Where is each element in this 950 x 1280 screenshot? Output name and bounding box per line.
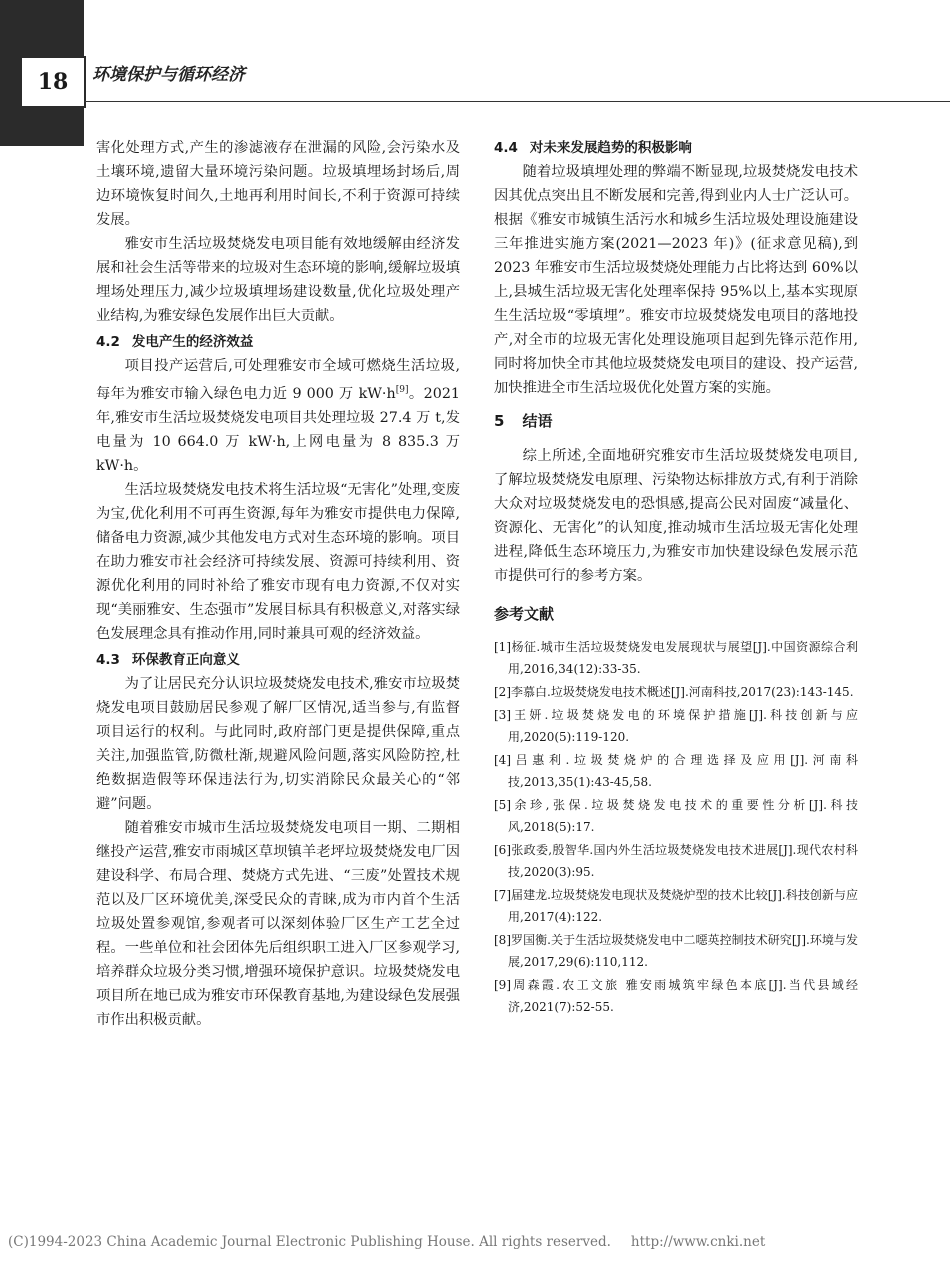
section-number: 5 xyxy=(494,412,505,430)
section-number: 4.3 xyxy=(96,651,120,668)
reference-item: [9]周森霞.农工文旅 雅安雨城筑牢绿色本底[J].当代县域经济,2021(7):52-55. xyxy=(494,978,858,1014)
reference-item: [7]届建龙.垃圾焚烧发电现状及焚烧炉型的技术比较[J].科技创新与应用,2017(4):122. xyxy=(494,888,858,924)
section-title: 环保教育正向意义 xyxy=(131,651,240,668)
footer-url-link[interactable]: http://www.cnki.net xyxy=(630,1234,766,1250)
section-number: 4.4 xyxy=(494,140,518,156)
references-heading: 参考文献 xyxy=(494,605,555,623)
reference-item: [4]吕惠利.垃圾焚烧炉的合理选择及应用[J].河南科技,2013,35(1):43-45,58. xyxy=(494,753,858,789)
reference-item: [1]杨征.城市生活垃圾焚烧发电发展现状与展望[J].中国资源综合利用,2016,34(12):33-35. xyxy=(494,640,858,676)
paragraph: 生活垃圾焚烧发电技术将生活垃圾“无害化”处理,变废为宝,优化利用不可再生资源,每年为雅安市提供电力保障,储备电力资源,减少其他发电方式对生态环境的影响。项目在助力雅安市社会经济可持续发展、资源可持续利用、资源优化利用的同时补给了雅安市现有电力资源,不仅对实现“美丽雅安、生态强市”发展目标具有积极意义,对落实绿色发展理念具有推动作用,同时兼具可观的经济效益。 xyxy=(96,481,460,642)
section-title: 结语 xyxy=(522,412,553,430)
paragraph xyxy=(96,354,460,478)
section-title: 发电产生的经济效益 xyxy=(131,334,254,350)
section-heading-4-4 xyxy=(494,136,858,160)
paragraph: 综上所述,全面地研究雅安市生活垃圾焚烧发电项目,了解垃圾焚烧发电原理、污染物达标排放方式,有利于消除大众对垃圾焚烧发电的恐惧感,提高公民对固废“减量化、资源化、无害化”的认知度,推动城市生活垃圾无害化处理进程,降低生态环境压力,为雅安市加快建设绿色发展示范市提供可行的参考方案。 xyxy=(494,448,858,584)
paragraph: 随着垃圾填埋处理的弊端不断显现,垃圾焚烧发电技术因其优点突出且不断发展和完善,得到业内人士广泛认可。根据《雅安市城镇生活污水和城乡生活垃圾处理设施建设三年推进实施方案(2021—2023 年)》(征求意见稿),到 2023 年雅安市生活垃圾焚烧处理能力占比将达到 60%以上,县城生活垃圾无害化处理率保持 95%以上,基本实现原生生活垃圾“零填埋”。雅安市垃圾焚烧发电项目的落地投产,对全市的垃圾无害化处理设施项目起到先锋示范作用,同时将加快全市其他垃圾焚烧发电项目的建设、投产运营,加快推进全市生活垃圾优化处置方案的实施。 xyxy=(494,164,858,396)
section-heading-4-2 xyxy=(96,330,460,354)
paragraph: 害化处理方式,产生的渗滤液存在泄漏的风险,会污染水及土壤环境,遗留大量环境污染问题。垃圾填埋场封场后,周边环境恢复时间久,土地再利用时间长,不利于资源可持续发展。 xyxy=(96,140,460,228)
reference-list xyxy=(494,636,858,1018)
section-title: 对未来发展趋势的积极影响 xyxy=(529,140,692,156)
paragraph: 雅安市生活垃圾焚烧发电项目能有效地缓解由经济发展和社会生活等带来的垃圾对生态环境的影响,缓解垃圾填埋场处理压力,减少垃圾填埋场建设数量,优化垃圾处理产业结构,为雅安绿色发展作出巨大贡献。 xyxy=(96,236,460,324)
journal-title: 环境保护与循环经济 xyxy=(92,65,245,85)
citation-link[interactable]: [9] xyxy=(395,385,409,395)
header-divider xyxy=(84,101,950,102)
paragraph-text: 项目投产运营后,可处理雅安市全域可燃烧生活垃圾,每年为雅安市输入绿色电力近 9 000 万 kW·h xyxy=(96,358,460,402)
section-heading-4-3 xyxy=(96,648,460,672)
paragraph: 随着雅安市城市生活垃圾焚烧发电项目一期、二期相继投产运营,雅安市雨城区草坝镇羊老坪垃圾焚烧发电厂因建设科学、布局合理、焚烧方式先进、“三废”处置技术规范以及厂区环境优美,深受民众的青睐,成为市内首个生活垃圾处置参观馆,参观者可以深刻体验厂区生产工艺全过程。一些单位和社会团体先后组织职工进入厂区参观学习,培养群众垃圾分类习惯,增强环境保护意识。垃圾焚烧发电项目所在地已成为雅安市环保教育基地,为建设绿色发展强市作出积极贡献。 xyxy=(96,819,460,1028)
copyright-text: (C)1994-2023 China Academic Journal Electronic Publishing House. All rights reserved. xyxy=(8,1234,611,1250)
reference-item: [8]罗国衡.关于生活垃圾焚烧发电中二噁英控制技术研究[J].环境与发展,2017,29(6):110,112. xyxy=(494,933,858,969)
reference-item: [2]李慕白.垃圾焚烧发电技术概述[J].河南科技,2017(23):143-145. xyxy=(494,685,854,699)
reference-item: [6]张政委,殷智华.国内外生活垃圾焚烧发电技术进展[J].现代农村科技,2020(3):95. xyxy=(494,843,858,879)
left-column xyxy=(96,136,460,1032)
reference-item: [5]余珍,张保.垃圾焚烧发电技术的重要性分析[J].科技风,2018(5):17. xyxy=(494,798,858,834)
paragraph-text: 。2021 年,雅安市生活垃圾焚烧发电项目共处理垃圾 27.4 万 t,发电量为 10 664.0 万 kW·h,上网电量为 8 835.3 万 kW·h。 xyxy=(96,385,461,474)
copyright-footer xyxy=(8,1234,948,1250)
right-column xyxy=(494,136,858,1019)
section-number: 4.2 xyxy=(96,334,120,350)
page-number: 18 xyxy=(22,56,86,108)
section-heading-5 xyxy=(494,408,858,434)
paragraph: 为了让居民充分认识垃圾焚烧发电技术,雅安市垃圾焚烧发电项目鼓励居民参观了解厂区情况,适当参与,有监督项目运行的权利。与此同时,政府部门更是提供保障,重点关注,加强监管,防微杜渐,规避风险问题,落实风险防控,杜绝数据造假等环保违法行为,切实消除民众最关心的“邻避”问题。 xyxy=(96,675,460,812)
reference-item: [3]王妍.垃圾焚烧发电的环境保护措施[J].科技创新与应用,2020(5):119-120. xyxy=(494,708,858,744)
